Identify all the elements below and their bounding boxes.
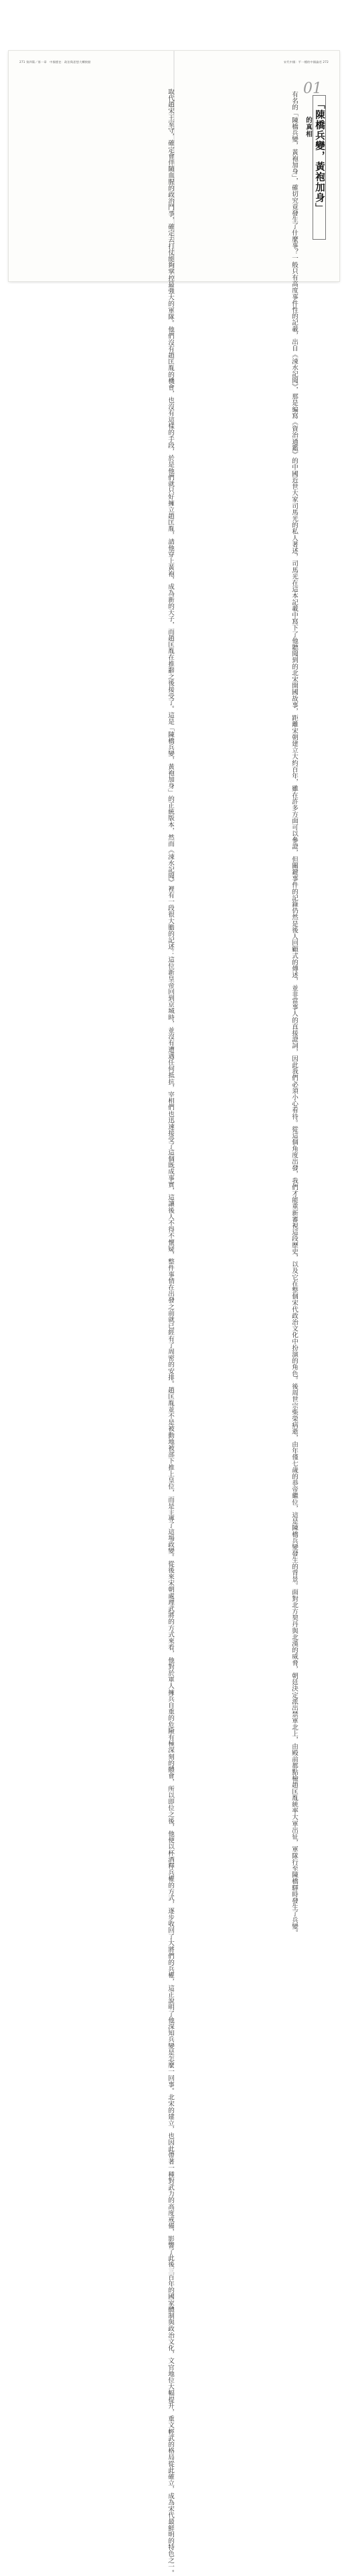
left-running-head: 271 第四篇／第一章 中國歷史：政治與思想大轉捩點 bbox=[19, 60, 91, 64]
book-spread bbox=[9, 51, 339, 2576]
left-page-body: 取代趙宋王室守，確定會伴隨血腥的政治鬥爭，確定去打仗能夠掌控最強大的軍隊。他們沒有趙匡胤的機會，也沒有這樣的手段，於是他們就只好擁立趙匡胤，請他穿上黃袍，成為新的天子，而趙匡胤在推辭之後接受了。這是「陳橋兵變，黃袍加身」的正統版本，然而《涑水記聞》裡有一段很大膽的記述：這位新皇帝回到京城時，並沒有遭遇任何抵抗，宰相們也迅速接受了這個既成事實，這讓後人不得不懷疑，整件事情在出發之前就已經有了周密的安排。趙匡胤並不是被動地被部下推上皇位，而是主導了這場政變。從後來宋朝處理武將的方式來看，他對於軍人擁兵自重的危險有極深刻的體會，所以即位之後，他便以杯酒釋兵權的方式，逐步收回了大將們的兵權，這正說明了他深知兵變是怎麼一回事。北宋的建立，也因此帶著一種對武力的高度戒備，影響了此後三百年的國家體制與政治文化，文官地位大幅提升，重文輕武的格局從此確立，成為宋代最鮮明的特色之一。 bbox=[167, 88, 174, 2576]
chapter-subtitle: 的真相 bbox=[304, 117, 312, 138]
chapter-title: 「陳橋兵變，黃袍加身」 bbox=[314, 99, 325, 214]
right-page-body: 有名的「陳橋兵變，黃袍加身」，確切究竟發生了什麼事？一般只有高度事件性的記載，出自《涑水記聞》，那是編寫《資治通鑑》的中國近世大家司馬光的私人著述，司馬光在這本記載中寫下了他聽聞到的北宋開國故事，距離宋朝建立大約百年，雖在許多方面可以參證，但關鍵事件的記錄仍然是後人回顧式的傳述，並非當事人的直接證詞，因此我們必須小心看待。從這個角度出發，我們才能重新審視這段歷史，以及它在整個宋代政治文化中扮演的角色。後周世宗柴榮病逝，由年僅七歲的恭帝繼位，這是陳橋兵變發生的背景。面對北方契丹與北漢的威脅，朝廷決定派出禁軍北上，由殿前都點檢趙匡胤統率大軍出征，軍隊行至陳橋驛時發生了兵變。 bbox=[290, 91, 298, 1937]
right-running-head: 宋代中國：平一種的中國論述 272 bbox=[283, 60, 329, 64]
chapter-number: 01 bbox=[303, 80, 322, 97]
